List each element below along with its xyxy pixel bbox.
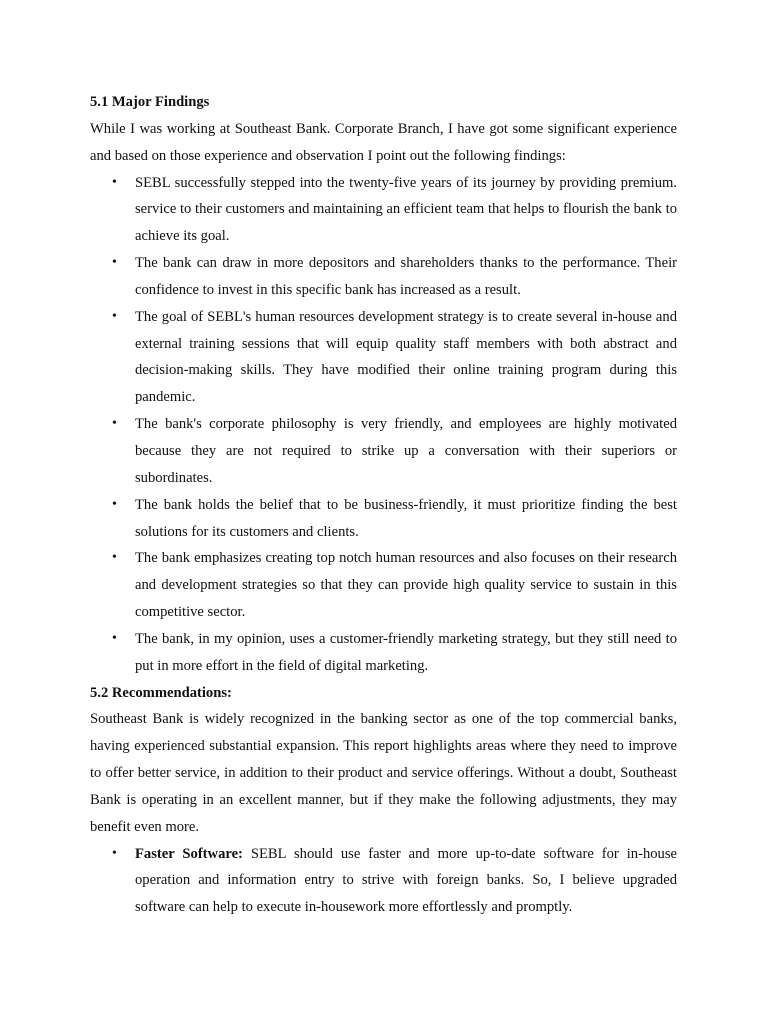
finding-text: The bank holds the belief that to be business-friendly, it must prioritize finding the best solutions for its customers and clients. <box>135 496 677 540</box>
section-heading-recommendations: 5.2 Recommendations: <box>90 684 232 701</box>
finding-text: The bank emphasizes creating top notch human resources and also focuses on their research and development strategies so that they can provide high quality service to sustain in this competitive sector. <box>135 550 677 621</box>
major-findings-intro: While I was working at Southeast Bank. Corporate Branch, I have got some significant experience and based on those experience and observation I point out the following findings: <box>90 120 677 164</box>
list-item <box>90 250 677 304</box>
list-item <box>90 492 677 546</box>
finding-text: The bank can draw in more depositors and shareholders thanks to the performance. Their confidence to invest in this specific bank has increased as a result. <box>135 255 677 298</box>
finding-text: The bank's corporate philosophy is very friendly, and employees are highly motivated because they are not required to strike up a conversation with their superiors or subordinates. <box>135 416 677 486</box>
bullet-icon: • <box>112 550 117 566</box>
list-item <box>90 841 677 922</box>
findings-list <box>90 170 677 680</box>
list-item <box>90 626 677 680</box>
recommendation-term: Faster Software: <box>135 845 243 862</box>
recommendations-list <box>90 841 677 922</box>
bullet-icon: • <box>112 496 117 512</box>
bullet-icon: • <box>112 845 117 861</box>
list-item <box>90 304 677 411</box>
recommendation-text: SEBL should use faster and more up-to-date software for in-house operation and information entry to strive with foreign banks. So, I believe upgraded software can help to execute in-housework more effortlessly and promptly. <box>135 845 677 916</box>
bullet-icon: • <box>112 255 117 271</box>
list-item <box>90 411 677 492</box>
document-page <box>90 89 677 921</box>
bullet-icon: • <box>112 630 117 646</box>
finding-text: SEBL successfully stepped into the twenty-five years of its journey by providing premium. service to their customers and maintaining an efficient team that helps to flourish the bank to achieve its goal. <box>135 174 677 245</box>
finding-text: The bank, in my opinion, uses a customer-friendly marketing strategy, but they still need to put in more effort in the field of digital marketing. <box>135 630 677 674</box>
bullet-icon: • <box>112 308 117 324</box>
list-item <box>90 545 677 626</box>
bullet-icon: • <box>112 416 117 432</box>
list-item <box>90 170 677 251</box>
section-heading-major-findings: 5.1 Major Findings <box>90 94 210 110</box>
recommendations-intro: Southeast Bank is widely recognized in the banking sector as one of the top commercial banks, having experienced substantial expansion. This report highlights areas where they need to improve to offer better service, in addition to their product and service offerings. Without a doubt, Southeast Bank is operating in an excellent manner, but if they make the following adjustments, they may benefit even more. <box>90 711 677 835</box>
finding-text: The goal of SEBL's human resources development strategy is to create several in-house and external training sessions that will equip quality staff members with both abstract and decision-making skills. They have modified their online training program during this pandemic. <box>135 308 677 406</box>
bullet-icon: • <box>112 174 117 190</box>
